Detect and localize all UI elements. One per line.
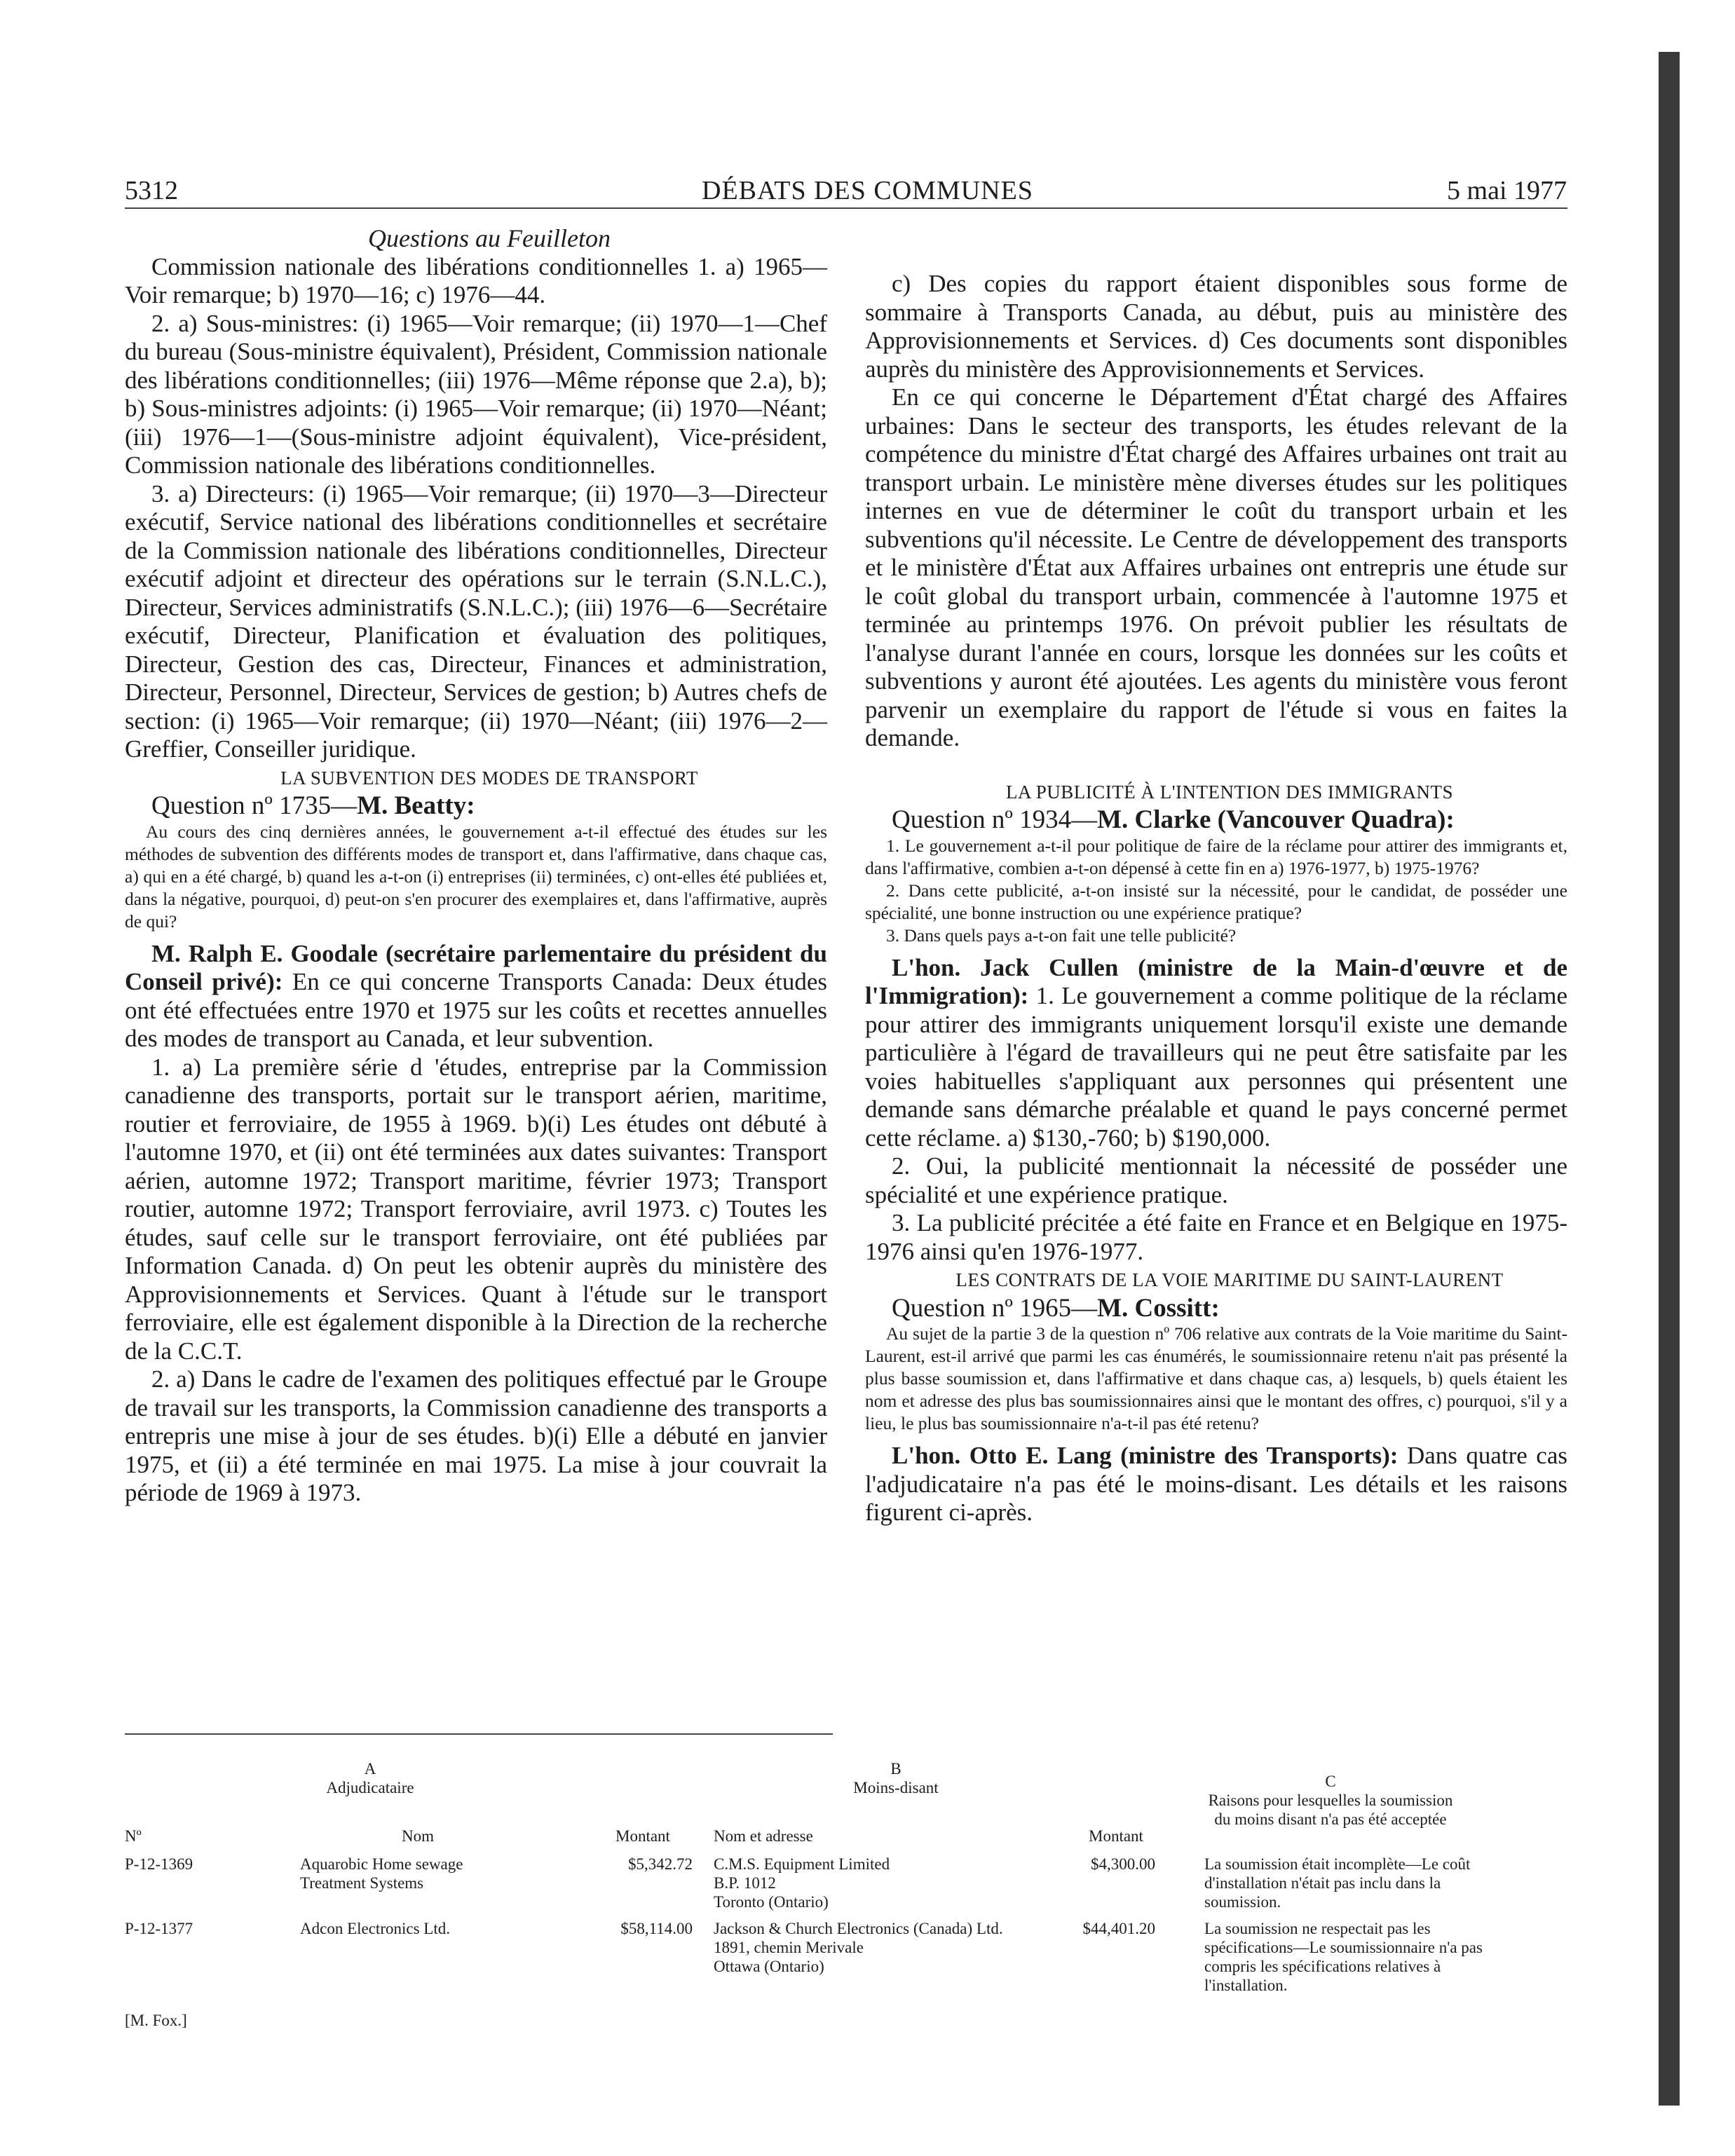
question-member: M. Clarke (Vancouver Quadra): — [1097, 805, 1455, 834]
group-a-header: A Adjudicataire — [326, 1760, 414, 1796]
paragraph: 2. a) Sous-ministres: (i) 1965—Voir remarque; (ii) 1970—1—Chef du bureau (Sous-ministre équivalent), Président, Commission nationale des libérations conditionnelles; (iii) 1976—Même réponse que 2.a), b); b) Sous-ministres adjoints: (i) 1965—Voir remarque; (ii) 1970—Néant; (iii) 1976—1—(Sous-ministre adjoint équivalent), Vice-président, Commission nationale des libérations conditionnelles. — [125, 309, 827, 479]
question-number: Question nº 1735—M. Beatty: — [151, 791, 475, 820]
col-header-nom-adresse: Nom et adresse — [714, 1827, 813, 1845]
group-c-header: C Raisons pour lesquelles la soumission du moins disant n'a pas été acceptée — [1208, 1773, 1453, 1828]
col-header-montant-a: Montant — [615, 1827, 670, 1845]
row-nom: Aquarobic Home sewage Treatment Systems — [300, 1855, 463, 1892]
left-column — [125, 224, 827, 1508]
row-no: P-12-1369 — [125, 1855, 193, 1873]
question-text: Au sujet de la partie 3 de la question nº 706 relative aux contrats de la Voie maritime du Saint-Laurent, est-il arrivé que parmi les cas énumérés, le soumissionnaire retenu n'ait pas présenté la plus basse soumission et, dans l'affirmative et dans chaque cas, a) lesquels, b) quels étaient les nom et adresse des plus bas soumissionnaires ainsi que le montant des offres, c) pourquoi, s'il y a lieu, le plus bas soumissionnaire n'a-t-il pas été retenu? — [865, 1323, 1567, 1433]
section-heading: LA SUBVENTION DES MODES DE TRANSPORT — [280, 767, 698, 789]
journal-title: DÉBATS DES COMMUNES — [702, 176, 1033, 205]
section-heading: LES CONTRATS DE LA VOIE MARITIME DU SAINT-LAURENT — [955, 1269, 1504, 1290]
row-nom-adresse: Jackson & Church Electronics (Canada) Ltd. 1891, chemin Merivale Ottawa (Ontario) — [714, 1920, 1003, 1975]
paragraph: En ce qui concerne le Département d'État chargé des Affaires urbaines: Dans le secteur des transports, les études relevant de la compétence du ministre d'État chargé des Affaires urbaines ont trait au transport urbain. Le ministère mène diverses études sur les politiques internes en vue de déterminer le coût du transport urbain et les subventions qu'il nécessite. Le Centre de développement des transports et le ministère d'État aux Affaires urbaines ont entrepris une étude sur le coût global du transport urbain, commencée à l'automne 1975 et terminée au printemps 1976. On prévoit publier les résultats de l'analyse durant l'année en cours, lorsque les données sur les coûts et subventions y auront été ajoutées. Les agents du ministère vous feront parvenir un exemplaire du rapport de l'étude si vous en faites la demande. — [865, 383, 1567, 751]
page-edge-shadow — [1659, 52, 1680, 2106]
row-montant-b: $44,401.20 — [1082, 1920, 1155, 1937]
speaker-note: [M. Fox.] — [125, 2012, 187, 2029]
paragraph: 1. a) La première série d 'études, entreprise par la Commission canadienne des transports, portait sur le transport aérien, maritime, routier et ferroviaire, de 1955 à 1969. b)(i) Les études ont débuté à l'automne 1970, et (ii) ont été terminées aux dates suivantes: Transport aérien, automne 1972; Transport maritime, février 1973; Transport routier, automne 1972; Transport ferroviaire, avril 1973. c) Toutes les études, sauf celle sur le transport ferroviaire, ont été publiées par Information Canada. d) On peut les obtenir auprès du ministère des Approvisionnements et Services. Quant à l'étude sur le transport ferroviaire, elle est également disponible à la Direction de la recherche de la C.C.T. — [125, 1053, 827, 1365]
row-raison: La soumission ne respectait pas les spécifications—Le soumissionnaire n'a pas compris les spécifications relatives à l'installation. — [1204, 1920, 1483, 1994]
question-number: Question nº 1934—M. Clarke (Vancouver Quadra): — [892, 805, 1455, 834]
answer-paragraph: L'hon. Otto E. Lang (ministre des Transports): Dans quatre cas l'adjudicataire n'a pas été le moins-disant. Les détails et les raisons figurent ci-après. — [865, 1442, 1567, 1526]
paragraph: Commission nationale des libérations conditionnelles 1. a) 1965—Voir remarque; b) 1970—16; c) 1976—44. — [125, 252, 827, 308]
question-member: M. Cossitt: — [1097, 1293, 1220, 1323]
page-number: 5312 — [125, 176, 178, 205]
answer-paragraph: L'hon. Jack Cullen (ministre de la Main-d'œuvre et de l'Immigration): 1. Le gouvernement a comme politique de la réclame pour attirer des immigrants uniquement lorsqu'il existe une demande particulière à l'égard de travailleurs qui ne peut être satisfaite par les voies habituelles s'appliquant aux personnes qui présentent une demande sans démarche préalable et quand le pays concerné permet cette réclame. a) $130,-760; b) $190,000. — [865, 953, 1568, 1152]
question-text: Au cours des cinq dernières années, le gouvernement a-t-il effectué des études sur les méthodes de subvention des différents modes de transport et, dans l'affirmative, dans chaque cas, a) qui en a été chargé, b) quand les a-t-on (i) entreprises (ii) terminées, c) ont-elles été publiées et, dans la négative, pourquoi, d) peut-on s'en procurer des exemplaires et, dans l'affirmative, auprès de qui? — [125, 821, 827, 932]
row-raison: La soumission était incomplète—Le coût d'installation n'était pas inclu dans la soumission. — [1204, 1855, 1471, 1911]
question-number: Question nº 1965—M. Cossitt: — [892, 1293, 1220, 1323]
group-b-header: B Moins-disant — [853, 1760, 939, 1796]
question-member: M. Beatty: — [357, 791, 475, 820]
answer-speaker: L'hon. Otto E. Lang (ministre des Transports): — [892, 1442, 1399, 1469]
row-nom: Adcon Electronics Ltd. — [300, 1920, 450, 1937]
paragraph: 3. a) Directeurs: (i) 1965—Voir remarque; (ii) 1970—3—Directeur exécutif, Service national des libérations conditionnelles et secrétaire de la Commission nationale des libérations conditionnelles, Directeur exécutif adjoint et directeur des opérations sur le terrain (S.N.L.C.), Directeur, Services administratifs (S.N.L.C.); (iii) 1976—6—Secrétaire exécutif, Directeur, Planification et évaluation des politiques, Directeur, Gestion des cas, Directeur, Finances et administration, Directeur, Personnel, Directeur, Services de gestion; b) Autres chefs de section: (i) 1965—Voir remarque; (ii) 1970—Néant; (iii) 1976—2—Greffier, Conseiller juridique. — [125, 479, 827, 763]
running-head: Questions au Feuilleton — [368, 224, 611, 252]
section-heading: LA PUBLICITÉ À L'INTENTION DES IMMIGRANTS — [1005, 781, 1454, 803]
col-header-nom: Nom — [402, 1827, 434, 1845]
paragraph: 3. La publicité précitée a été faite en France et en Belgique en 1975-1976 ainsi qu'en 1976-1977. — [865, 1209, 1567, 1265]
col-header-no: Nº — [125, 1827, 142, 1845]
right-column — [865, 270, 1567, 1527]
paragraph: 2. Oui, la publicité mentionnait la nécessité de posséder une spécialité et une expérience pratique. — [865, 1152, 1567, 1208]
answer-paragraph: M. Ralph E. Goodale (secrétaire parlementaire du président du Conseil privé): En ce qui concerne Transports Canada: Deux études ont été effectuées entre 1970 et 1975 sur les coûts et recettes annuelles des modes de transport au Canada, et leur subvention. — [125, 939, 828, 1052]
header-rule — [125, 207, 1567, 209]
question-text: 1. Le gouvernement a-t-il pour politique de faire de la réclame pour attirer des immigrants et, dans l'affirmative, combien a-t-on dépensé à cette fin en a) 1976-1977, b) 1975-1976? 2. Dans cette publicité, a-t-on insisté sur la nécessité, pour le candidat, de posséder une spécialité, une bonne instruction ou une expérience pratique? 3. Dans quels pays a-t-on fait une telle publicité? — [865, 835, 1567, 946]
row-montant-a: $5,342.72 — [628, 1855, 693, 1873]
answer-speaker: L'hon. Jack Cullen (ministre de la Main-d'œuvre et de l'Immigration): — [865, 953, 1567, 1009]
paragraph: 2. a) Dans le cadre de l'examen des politiques effectué par le Groupe de travail sur les transports, la Commission canadienne des transports a entrepris une mise à jour de ses études. b)(i) Elle a débuté en janvier 1975, et (ii) a été terminée en mai 1975. La mise à jour couvrait la période de 1969 à 1973. — [125, 1365, 827, 1506]
answer-speaker: M. Ralph E. Goodale (secrétaire parlementaire du président du Conseil privé): — [125, 939, 827, 995]
paragraph: c) Des copies du rapport étaient disponibles sous forme de sommaire à Transports Canada, au début, puis au ministère des Approvisionnements et Services. d) Ces documents sont disponibles auprès du ministère des Approvisionnements et Services. — [865, 270, 1567, 383]
row-montant-b: $4,300.00 — [1091, 1855, 1155, 1873]
col-header-montant-b: Montant — [1089, 1827, 1143, 1845]
row-nom-adresse: C.M.S. Equipment Limited B.P. 1012 Toronto (Ontario) — [714, 1855, 890, 1911]
row-montant-a: $58,114.00 — [620, 1920, 693, 1937]
issue-date: 5 mai 1977 — [1447, 176, 1567, 205]
column-end-rule — [125, 1733, 833, 1735]
row-no: P-12-1377 — [125, 1920, 193, 1937]
